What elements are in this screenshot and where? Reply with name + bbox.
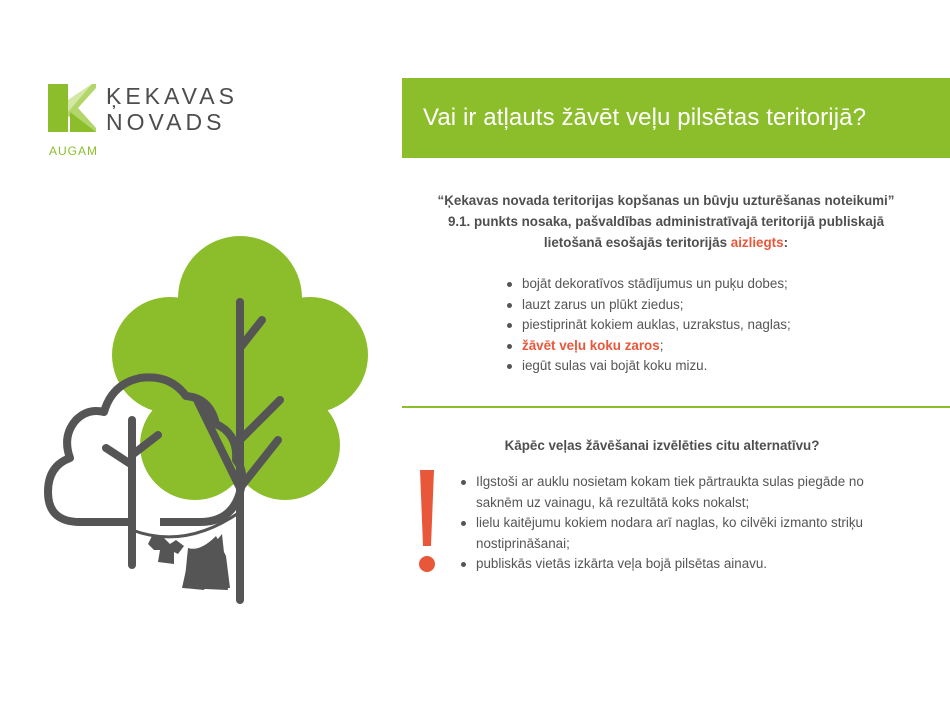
list-item: iegūt sulas vai bojāt koku mizu. xyxy=(506,356,886,377)
tshirt-icon xyxy=(148,536,184,564)
intro-text-after: : xyxy=(783,235,789,250)
list-item-highlight: žāvēt veļu koku zaros xyxy=(522,337,660,353)
logo[interactable] xyxy=(48,84,248,164)
intro-highlight: aizliegts xyxy=(730,235,784,250)
why-list xyxy=(460,472,900,575)
list-item: piestiprināt kokiem auklas, uzrakstus, naglas; xyxy=(506,315,886,336)
intro-paragraph xyxy=(432,190,900,253)
intro-text: “Ķekavas novada teritorijas kopšanas un būvju uzturēšanas noteikumi” 9.1. punkts nosaka, pašvaldības administratīvajā teritorijā publiskajā lietošanā esošajās teritorijās xyxy=(437,193,895,250)
list-item: lauzt zarus un plūkt ziedus; xyxy=(506,295,886,316)
list-item: publiskās vietās izkārta veļa bojā pilsētas ainavu. xyxy=(460,554,900,575)
hanging-laundry-icon xyxy=(182,534,228,590)
section-divider xyxy=(402,406,950,408)
exclamation-icon xyxy=(415,470,439,574)
logo-line-1: ĶEKAVAS xyxy=(106,83,238,109)
why-title: Kāpēc veļas žāvēšanai izvēlēties citu alternatīvu? xyxy=(504,438,820,453)
kekava-logo-mark-icon xyxy=(48,84,96,132)
logo-tagline: AUGAM xyxy=(49,144,99,158)
list-item: bojāt dekoratīvos stādījumus un puķu dobes; xyxy=(506,274,886,295)
trees-with-laundry-icon xyxy=(40,230,380,610)
list-item-suffix: ; xyxy=(659,337,664,353)
list-item: Ilgstoši ar auklu nosietam kokam tiek pārtraukta sulas piegāde no saknēm uz vainagu, kā rezultātā koks nokalst; xyxy=(460,472,900,513)
logo-line-2: NOVADS xyxy=(106,109,226,135)
prohibited-list xyxy=(506,274,886,377)
list-item: lielu kaitējumu kokiem nodara arī naglas, ko cilvēki izmanto striķu nostiprināšanai; xyxy=(460,513,900,554)
header-band xyxy=(402,78,950,158)
page-title: Vai ir atļauts žāvēt veļu pilsētas teritorijā? xyxy=(423,104,867,131)
list-item-highlighted xyxy=(506,336,886,357)
